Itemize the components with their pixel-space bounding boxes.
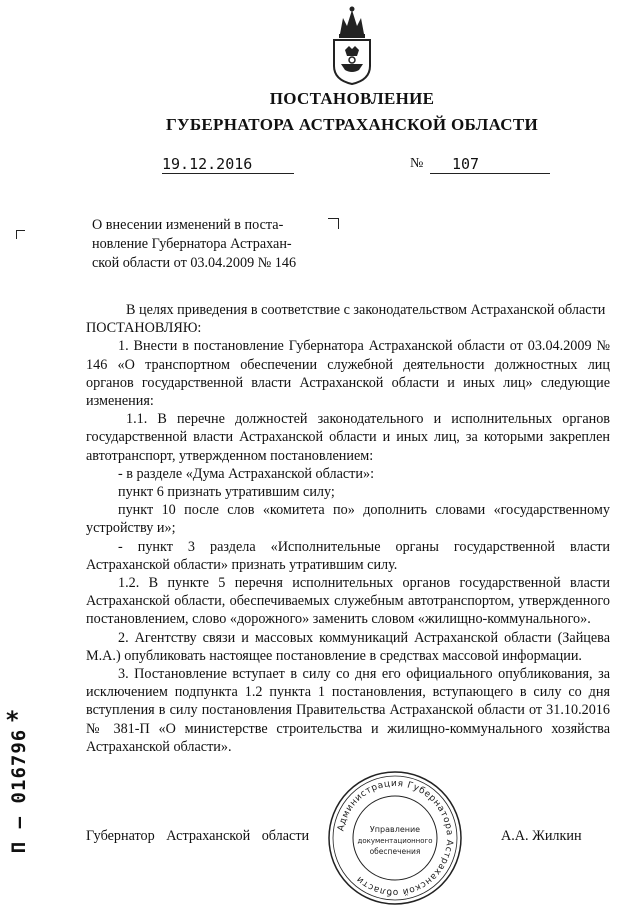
paragraph-1-2: 1.2. В пункте 5 перечня исполнительных органов государственной власти Астраханской области, обеспечиваемых служебным автотранспортом, утвержденного постановлением, слово «дорожного» заменить словом «жилищно-коммунального». xyxy=(86,575,610,628)
document-date: 19.12.2016 xyxy=(162,155,294,174)
preamble: В целях приведения в соответствие с законодательством Астраханской области xyxy=(126,302,606,318)
subject-line: О внесении изменений в поста- xyxy=(92,217,284,233)
document-issuer: ГУБЕРНАТОРА АСТРАХАНСКОЙ ОБЛАСТИ xyxy=(165,115,539,134)
side-serial-text: П – 016796 xyxy=(8,728,30,854)
document-number: 107 xyxy=(430,155,550,174)
paragraph-3: 3. Постановление вступает в силу со дня его официального опубликования, за исключением подпункта 1.2 пункта 1 постановления, вступающего в силу со дня вступления в силу постановления Правительства Астраханской области от 31.10.2016 № 381-П «О министерстве строительства и жилищно-коммунального хозяйства Астраханской области». xyxy=(86,666,610,755)
signer-position: Губернатор Астраханской области xyxy=(86,828,310,844)
resolve-heading: ПОСТАНОВЛЯЮ: xyxy=(86,320,202,337)
stamp-ring-text: Администрация Губернатора Астраханской области xyxy=(336,778,455,898)
serial-star: * xyxy=(6,706,19,734)
paragraph-1-1-b: пункт 6 признать утратившим силу; xyxy=(118,484,335,501)
number-label: № xyxy=(410,156,424,171)
subject-line: новление Губернатора Астрахан- xyxy=(92,236,292,252)
document-title: ПОСТАНОВЛЕНИЕ xyxy=(269,89,435,108)
subject-line: ской области от 03.04.2009 № 146 xyxy=(92,255,297,271)
document-body xyxy=(86,301,610,756)
paragraph-1-1-a: - в разделе «Дума Астраханской области»: xyxy=(118,465,375,482)
document-subject xyxy=(92,216,347,273)
stamp-center-line: обеспечения xyxy=(369,847,421,856)
paragraph-2: 2. Агентству связи и массовых коммуникаций Астраханской области (Зайцева М.А.) опубликовать настоящее постановление в средствах массовой информации. xyxy=(86,629,610,664)
side-serial-number xyxy=(4,716,34,866)
paragraph-1-1-d: - пункт 3 раздела «Исполнительные органы государственной власти Астраханской области» признать утратившим силу. xyxy=(86,538,610,573)
stamp-center-line: документационного xyxy=(357,837,433,845)
paragraph-1-1: 1.1. В перечне должностей законодательного и исполнительных органов государственной власти Астраханской области и иных лиц, за которыми закреплен автотранспорт, утвержденном постановлением: xyxy=(86,411,610,464)
paragraph-1-1-c: пункт 10 после слов «комитета по» дополнить словами «государственному устройству и»; xyxy=(86,502,610,537)
official-stamp xyxy=(327,770,463,906)
stamp-center-line: Управление xyxy=(369,825,421,834)
subject-corner-mark xyxy=(16,230,25,239)
paragraph-1: 1. Внести в постановление Губернатора Астраханской области от 03.04.2009 № 146 «О транспортном обеспечении служебной деятельности должностных лиц органов государственной власти Астраханской области и иных лиц» следующие изменения: xyxy=(86,338,610,410)
coat-of-arms-emblem xyxy=(327,4,377,86)
signer-name: А.А. Жилкин xyxy=(501,828,582,844)
